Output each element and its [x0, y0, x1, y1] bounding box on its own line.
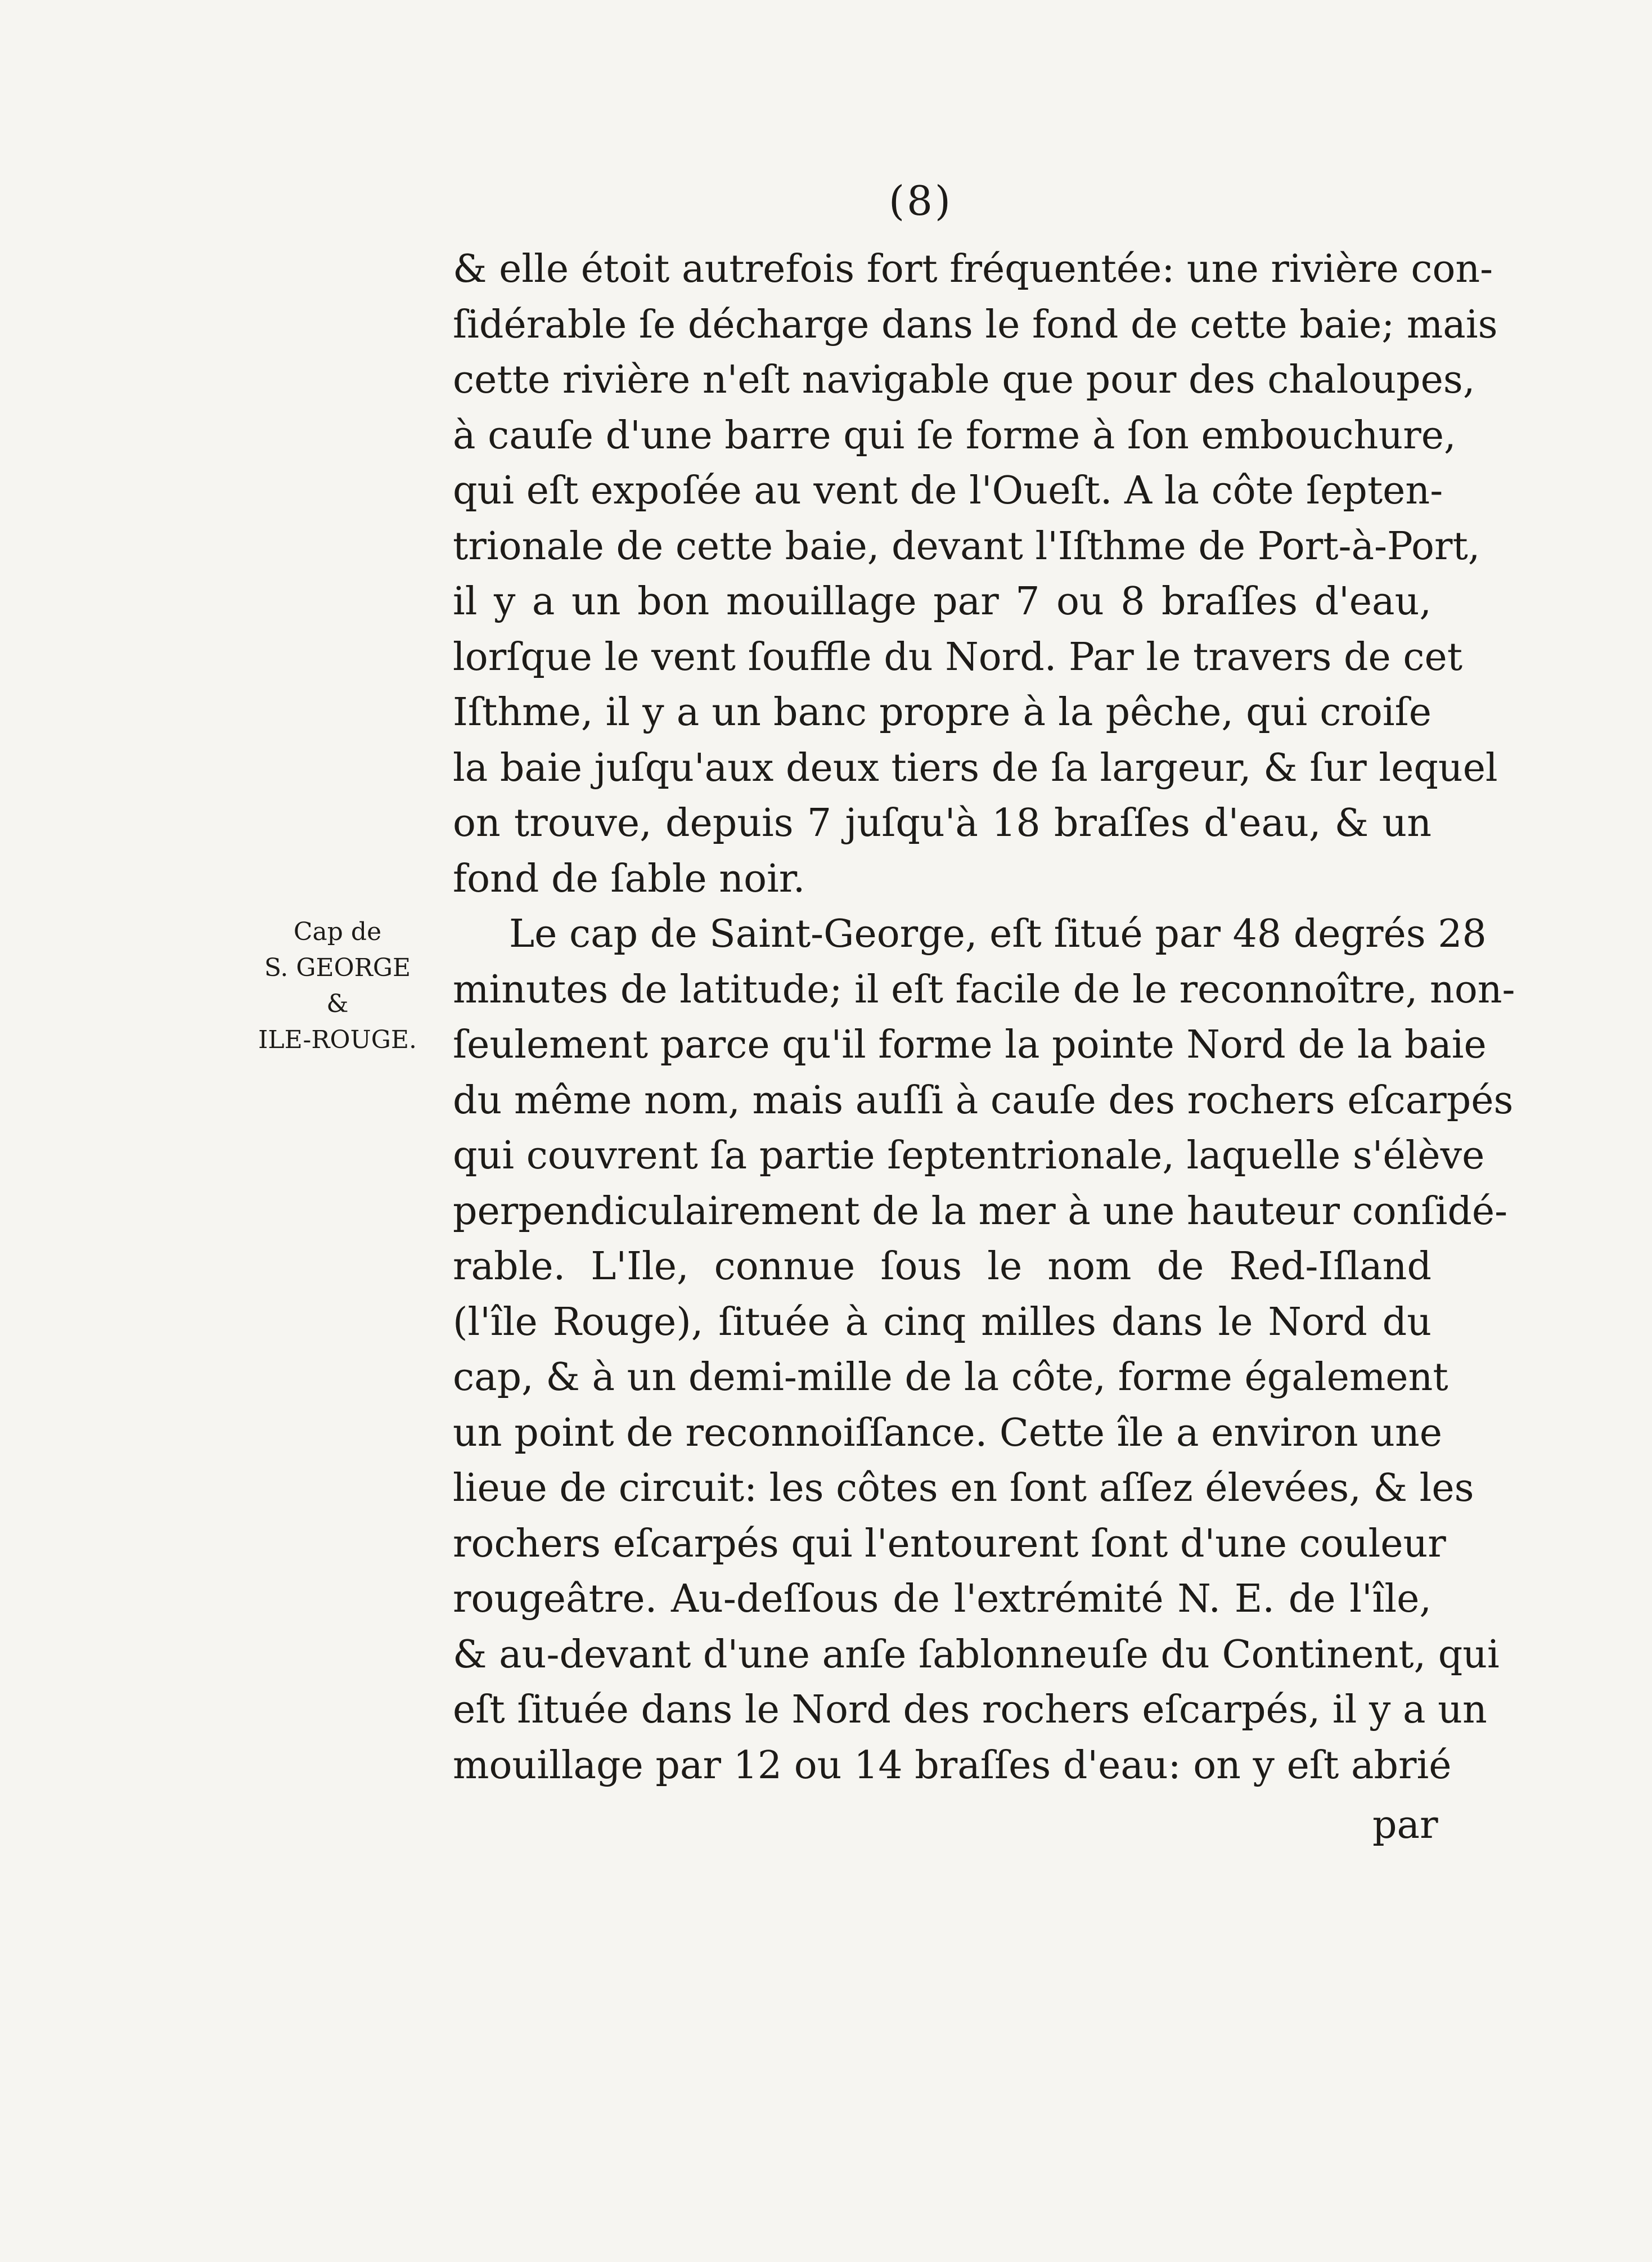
text-line: un point de reconnoiſſance. Cette île a environ une: [453, 1410, 1443, 1455]
text-line: ſidérable ſe décharge dans le fond de cette baie; mais: [453, 302, 1498, 347]
text-line: Iſthme, il y a un banc propre à la pêche, qui croiſe: [453, 690, 1432, 735]
text-line: on trouve, depuis 7 juſqu'à 18 braſſes d'eau, & un: [453, 801, 1432, 846]
page-number: (8): [889, 177, 953, 224]
margin-note-line: S. GEORGE: [264, 954, 411, 982]
text-line: fond de ſable noir.: [453, 856, 805, 901]
text-line: qui couvrent ſa partie ſeptentrionale, laquelle s'élève: [453, 1134, 1485, 1178]
text-line: mouillage par 12 ou 14 braſſes d'eau: on y eſt abrié: [453, 1743, 1452, 1788]
text-line: du même nom, mais auſſi à cauſe des rochers eſcarpés: [453, 1078, 1514, 1123]
text-line: & elle étoit autrefois fort fréquentée: une rivière con-: [453, 247, 1493, 291]
text-line: qui eſt expoſée au vent de l'Oueſt. A la côte ſepten-: [453, 469, 1443, 513]
text-line: perpendiculairement de la mer à une hauteur conſidé-: [453, 1189, 1508, 1234]
text-line: ſeulement parce qu'il forme la pointe Nord de la baie: [453, 1023, 1487, 1067]
text-line: eſt ſituée dans le Nord des rochers eſcarpés, il y a un: [453, 1688, 1487, 1732]
text-line: (l'île Rouge), ſituée à cinq milles dans le Nord du: [453, 1299, 1432, 1344]
text-line: rochers eſcarpés qui l'entourent ſont d'une couleur: [453, 1521, 1446, 1566]
text-line: minutes de latitude; il eſt facile de le reconnoître, non-: [453, 967, 1515, 1012]
margin-note-line: ILE-ROUGE.: [258, 1026, 417, 1054]
text-line: il y a un bon mouillage par 7 ou 8 braſſes d'eau,: [453, 579, 1432, 624]
text-line: rougeâtre. Au-deſſous de l'extrémité N. E. de l'île,: [453, 1577, 1432, 1621]
text-line: cette rivière n'eſt navigable que pour des chaloupes,: [453, 358, 1475, 402]
catchword: par: [1372, 1803, 1438, 1847]
text-line: lieue de circuit: les côtes en ſont aſſez élevées, & les: [453, 1466, 1474, 1510]
text-line: & au-devant d'une anſe ſablonneuſe du Continent, qui: [453, 1632, 1500, 1677]
margin-note-line: Cap de: [293, 918, 382, 946]
text-line: lorſque le vent ſouffle du Nord. Par le travers de cet: [453, 635, 1463, 680]
text-line: trionale de cette baie, devant l'Iſthme de Port-à-Port,: [453, 524, 1480, 569]
margin-note: [236, 914, 439, 1058]
text-line: la baie juſqu'aux deux tiers de ſa largeur, & ſur lequel: [453, 745, 1498, 790]
margin-note-line: &: [326, 990, 349, 1018]
text-line: cap, & à un demi-mille de la côte, forme également: [453, 1355, 1448, 1400]
body-text: [453, 242, 1515, 1793]
text-line: rable. L'Ile, connue ſous le nom de Red-Iſland: [453, 1244, 1432, 1289]
text-line: Le cap de Saint-George, eſt ſitué par 48 degrés 28: [509, 912, 1487, 956]
text-line: à cauſe d'une barre qui ſe forme à ſon embouchure,: [453, 413, 1456, 458]
